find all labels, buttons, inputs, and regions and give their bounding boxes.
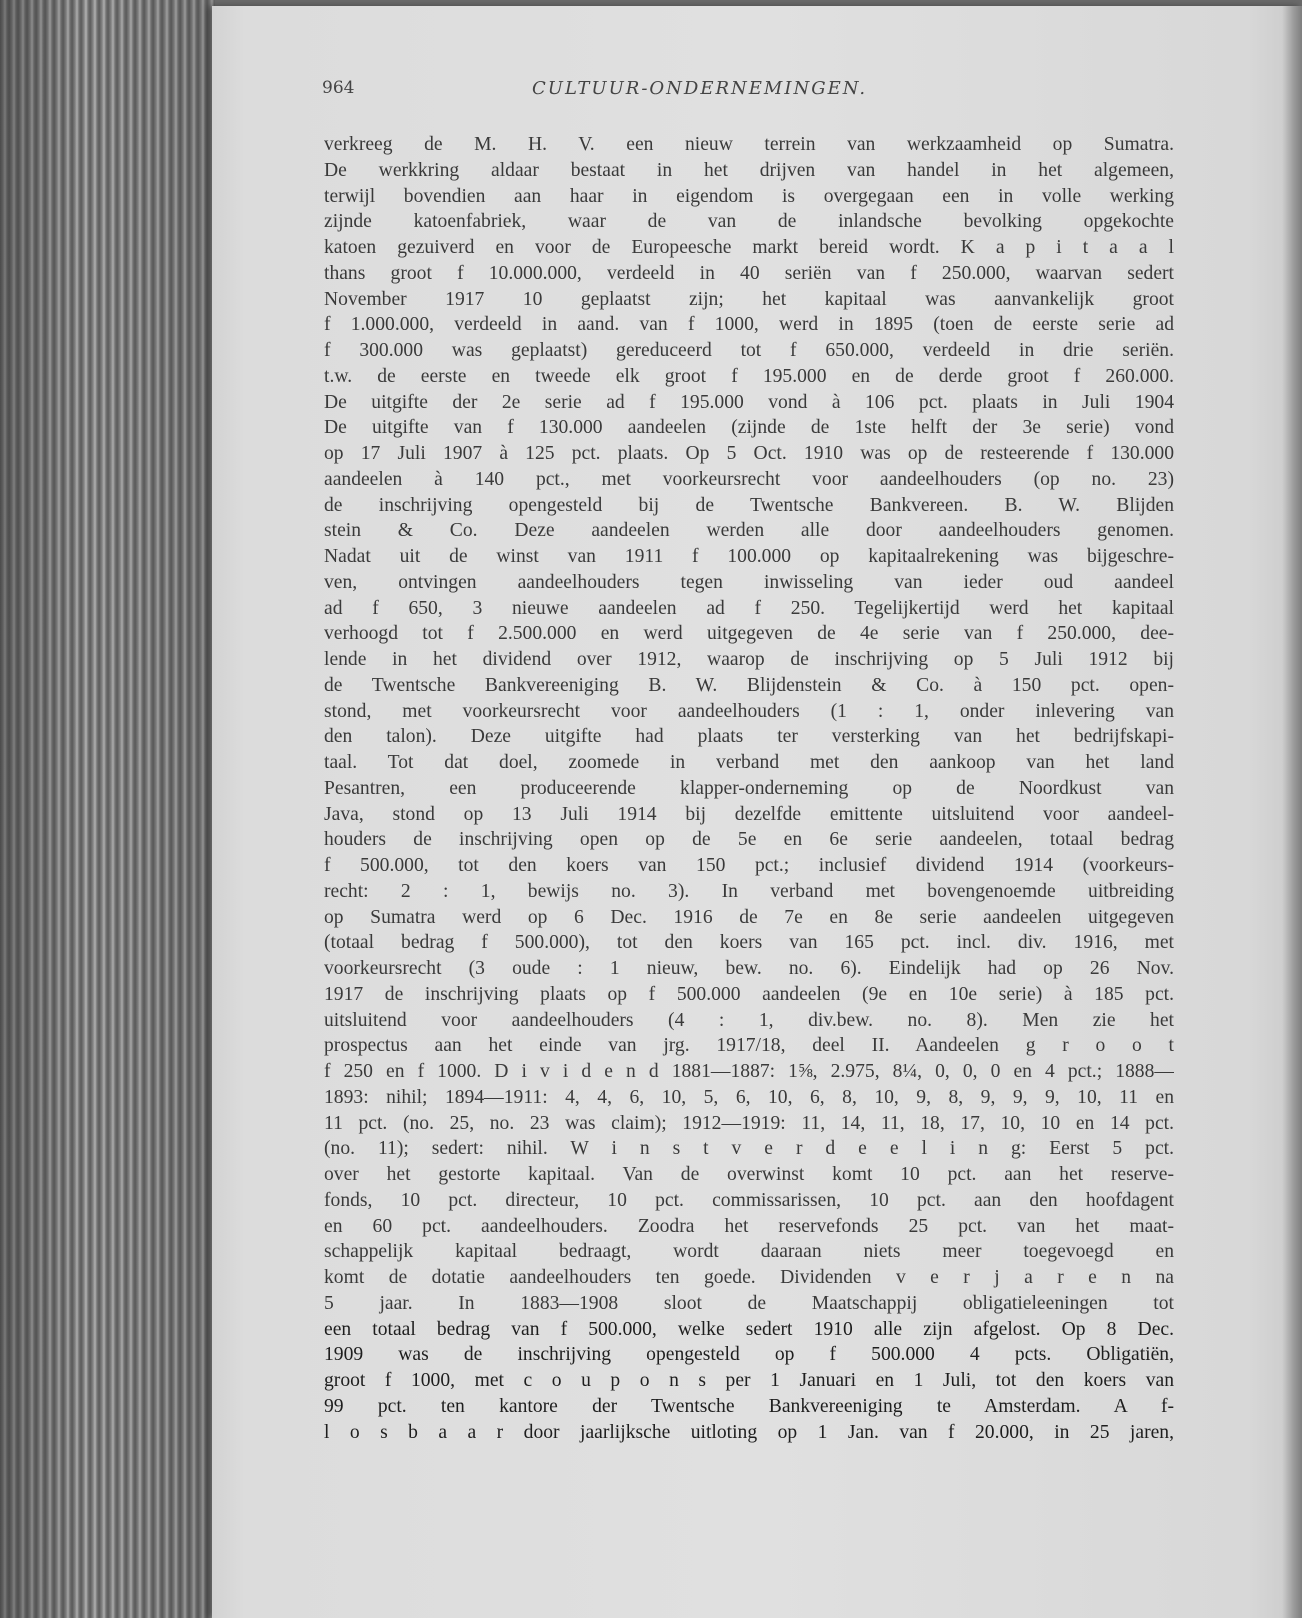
page-header	[322, 78, 1182, 108]
body-text	[324, 132, 1174, 1445]
text-line: over het gestorte kapitaal. Van de overwinst komt 10 pct. aan het reserve-	[324, 1164, 1174, 1185]
book-page	[212, 6, 1302, 1618]
page-number: 964	[322, 78, 355, 98]
text-line: katoen gezuiverd en voor de Europeesche markt bereid wordt. K a p i t a a l	[324, 237, 1174, 258]
text-line: De werkkring aldaar bestaat in het drijven van handel in het algemeen,	[324, 159, 1174, 181]
page-right-edge	[1282, 6, 1302, 1618]
text-line: 1893: nihil; 1894—1911: 4, 4, 6, 10, 5, 6, 10, 6, 8, 10, 9, 8, 9, 9, 9, 10, 11 en	[324, 1086, 1174, 1108]
text-line: f 300.000 was geplaatst) gereduceerd tot f 650.000, verdeeld in drie seriën.	[324, 340, 1174, 361]
text-line: fonds, 10 pct. directeur, 10 pct. commissarissen, 10 pct. aan den hoofdagent	[324, 1189, 1174, 1211]
text-line: groot f 1000, met c o u p o n s per 1 Januari en 1 Juli, tot den koers van	[324, 1370, 1174, 1391]
text-line: op Sumatra werd op 6 Dec. 1916 de 7e en 8e serie aandeelen uitgegeven	[324, 906, 1174, 928]
text-line: 11 pct. (no. 25, no. 23 was claim); 1912—1919: 11, 14, 11, 18, 17, 10, 10 en 14 pct.	[324, 1112, 1174, 1134]
text-line: en 60 pct. aandeelhouders. Zoodra het reservefonds 25 pct. van het maat-	[324, 1215, 1174, 1237]
running-title: CULTUUR-ONDERNEMINGEN.	[532, 78, 868, 99]
text-line: aandeelen à 140 pct., met voorkeursrecht voor aandeelhouders (op no. 23)	[324, 468, 1174, 490]
text-line: stein & Co. Deze aandeelen werden alle door aandeelhouders genomen.	[324, 520, 1174, 542]
text-line: 1917 de inschrijving plaats op f 500.000 aandeelen (9e en 10e serie) à 185 pct.	[324, 983, 1174, 1005]
text-line: schappelijk kapitaal bedraagt, wordt daaraan niets meer toegevoegd en	[324, 1241, 1174, 1263]
text-line: de inschrijving opengesteld bij de Twentsche Bankvereen. B. W. Blijden	[324, 494, 1174, 516]
text-line: (no. 11); sedert: nihil. W i n s t v e r d e e l i n g: Eerst 5 pct.	[324, 1138, 1174, 1160]
text-line: 5 jaar. In 1883—1908 sloot de Maatschappij obligatieleeningen tot	[324, 1292, 1174, 1314]
text-line: f 500.000, tot den koers van 150 pct.; inclusief dividend 1914 (voorkeurs-	[324, 855, 1174, 876]
text-line: 1909 was de inschrijving opengesteld op f 500.000 4 pcts. Obligatiën,	[324, 1344, 1174, 1366]
text-line: komt de dotatie aandeelhouders ten goede. Dividenden v e r j a r e n na	[324, 1267, 1174, 1288]
text-line: verkreeg de M. H. V. een nieuw terrein van werkzaamheid op Sumatra.	[324, 134, 1174, 155]
text-line: ad f 650, 3 nieuwe aandeelen ad f 250. Tegelijkertijd werd het kapitaal	[324, 597, 1174, 619]
text-line: op 17 Juli 1907 à 125 pct. plaats. Op 5 Oct. 1910 was op de resteerende f 130.000	[324, 443, 1174, 464]
text-line: (totaal bedrag f 500.000), tot den koers van 165 pct. incl. div. 1916, met	[324, 932, 1174, 954]
text-line: verhoogd tot f 2.500.000 en werd uitgegeven de 4e serie van f 250.000, dee-	[324, 623, 1174, 645]
text-line: den talon). Deze uitgifte had plaats ter versterking van het bedrijfskapi-	[324, 726, 1174, 748]
text-line: taal. Tot dat doel, zoomede in verband met den aankoop van het land	[324, 752, 1174, 773]
text-line: November 1917 10 geplaatst zijn; het kapitaal was aanvankelijk groot	[324, 288, 1174, 310]
text-line: l o s b a a r door jaarlijksche uitloting op 1 Jan. van f 20.000, in 25 jaren,	[324, 1421, 1174, 1443]
text-line: voorkeursrecht (3 oude : 1 nieuw, bew. no. 6). Eindelijk had op 26 Nov.	[324, 958, 1174, 979]
text-line: f 250 en f 1000. D i v i d e n d 1881—1887: 1⅝, 2.975, 8¼, 0, 0, 0 en 4 pct.; 1888—	[324, 1061, 1174, 1082]
text-line: f 1.000.000, verdeeld in aand. van f 1000, werd in 1895 (toen de eerste serie ad	[324, 314, 1174, 336]
text-line: ven, ontvingen aandeelhouders tegen inwisseling van ieder oud aandeel	[324, 571, 1174, 593]
text-line: houders de inschrijving open op de 5e en 6e serie aandeelen, totaal bedrag	[324, 829, 1174, 851]
text-line: Nadat uit de winst van 1911 f 100.000 op kapitaalrekening was bijgeschre-	[324, 546, 1174, 567]
text-line: prospectus aan het einde van jrg. 1917/18, deel II. Aandeelen g r o o t	[324, 1035, 1174, 1057]
text-line: De uitgifte van f 130.000 aandeelen (zijnde de 1ste helft der 3e serie) vond	[324, 417, 1174, 439]
text-line: Java, stond op 13 Juli 1914 bij dezelfde emittente uitsluitend voor aandeel-	[324, 803, 1174, 825]
text-line: lende in het dividend over 1912, waarop de inschrijving op 5 Juli 1912 bij	[324, 649, 1174, 670]
text-line: uitsluitend voor aandeelhouders (4 : 1, div.bew. no. 8). Men zie het	[324, 1009, 1174, 1031]
text-line: zijnde katoenfabriek, waar de van de inlandsche bevolking opgekochte	[324, 211, 1174, 233]
text-line: terwijl bovendien aan haar in eigendom is overgegaan een in volle werking	[324, 185, 1174, 207]
text-line: thans groot f 10.000.000, verdeeld in 40 seriën van f 250.000, waarvan sedert	[324, 262, 1174, 284]
text-line: de Twentsche Bankvereeniging B. W. Blijdenstein & Co. à 150 pct. open-	[324, 674, 1174, 696]
text-line: De uitgifte der 2e serie ad f 195.000 vond à 106 pct. plaats in Juli 1904	[324, 391, 1174, 413]
text-line: t.w. de eerste en tweede elk groot f 195.000 en de derde groot f 260.000.	[324, 365, 1174, 387]
text-line: een totaal bedrag van f 500.000, welke sedert 1910 alle zijn afgelost. Op 8 Dec.	[324, 1318, 1174, 1340]
text-line: Pesantren, een produceerende klapper-onderneming op de Noordkust van	[324, 777, 1174, 799]
text-line: stond, met voorkeursrecht voor aandeelhouders (1 : 1, onder inlevering van	[324, 700, 1174, 722]
text-line: recht: 2 : 1, bewijs no. 3). In verband met bovengenoemde uitbreiding	[324, 880, 1174, 902]
text-line: 99 pct. ten kantore der Twentsche Bankvereeniging te Amsterdam. A f-	[324, 1395, 1174, 1417]
page-edges-shadow	[0, 0, 215, 1618]
